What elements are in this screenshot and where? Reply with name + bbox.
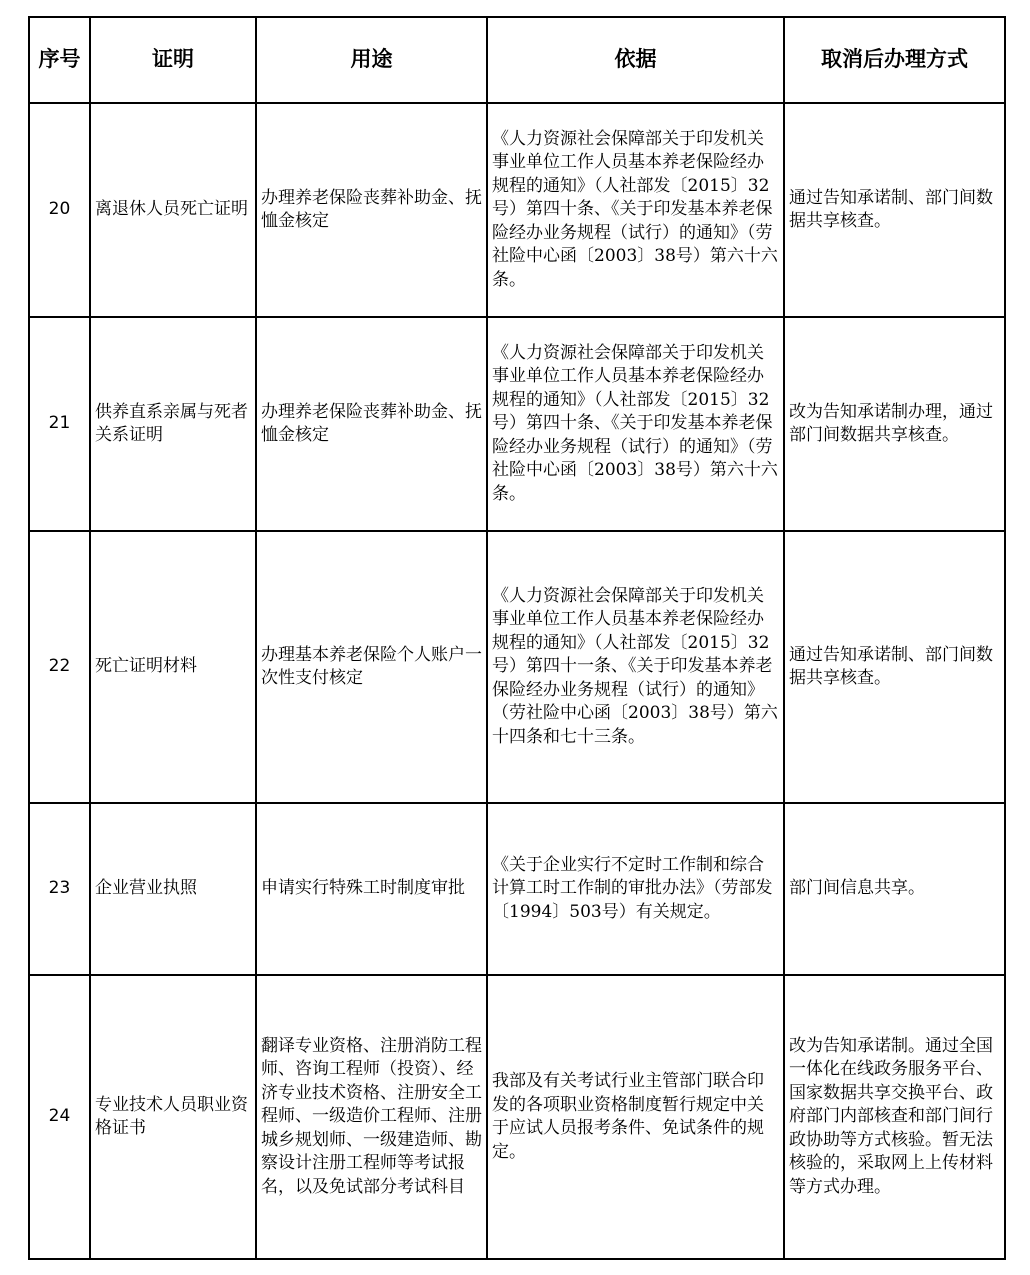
row-method: 通过告知承诺制、部门间数据共享核查。 [784,103,1005,317]
row-number: 24 [29,975,90,1259]
row-basis: 《关于企业实行不定时工作制和综合计算工时工作制的审批办法》（劳部发〔1994〕503号）有关规定。 [487,803,784,975]
header-no: 序号 [29,17,90,103]
row-certificate: 离退休人员死亡证明 [90,103,256,317]
header-use: 用途 [256,17,487,103]
row-method: 部门间信息共享。 [784,803,1005,975]
row-use: 翻译专业资格、注册消防工程师、咨询工程师（投资）、经济专业技术资格、注册安全工程师、一级造价工程师、注册城乡规划师、一级建造师、勘察设计注册工程师等考试报名，以及免试部分考试科目 [256,975,487,1259]
row-method: 改为告知承诺制。通过全国一体化在线政务服务平台、国家数据共享交换平台、政府部门内部核查和部门间行政协助等方式核验。暂无法核验的，采取网上上传材料等方式办理。 [784,975,1005,1259]
row-number: 20 [29,103,90,317]
row-number: 22 [29,531,90,803]
row-use: 办理基本养老保险个人账户一次性支付核定 [256,531,487,803]
row-certificate: 专业技术人员职业资格证书 [90,975,256,1259]
header-row [29,17,1005,103]
row-basis: 《人力资源社会保障部关于印发机关事业单位工作人员基本养老保险经办规程的通知》（人社部发〔2015〕32号）第四十一条、《关于印发基本养老保险经办业务规程（试行）的通知》（劳社险中心函〔2003〕38号）第六十四条和七十三条。 [487,531,784,803]
row-certificate: 死亡证明材料 [90,531,256,803]
row-certificate: 企业营业执照 [90,803,256,975]
row-number: 21 [29,317,90,531]
row-method: 改为告知承诺制办理，通过部门间数据共享核查。 [784,317,1005,531]
table-row [29,103,1005,317]
certificate-table [28,16,1006,1260]
table-row [29,975,1005,1259]
header-method: 取消后办理方式 [784,17,1005,103]
row-use: 申请实行特殊工时制度审批 [256,803,487,975]
row-number: 23 [29,803,90,975]
row-basis: 《人力资源社会保障部关于印发机关事业单位工作人员基本养老保险经办规程的通知》（人社部发〔2015〕32号）第四十条、《关于印发基本养老保险经办业务规程（试行）的通知》（劳社险中心函〔2003〕38号）第六十六条。 [487,103,784,317]
row-method: 通过告知承诺制、部门间数据共享核查。 [784,531,1005,803]
table-row [29,803,1005,975]
row-basis: 我部及有关考试行业主管部门联合印发的各项职业资格制度暂行规定中关于应试人员报考条件、免试条件的规定。 [487,975,784,1259]
header-certificate: 证明 [90,17,256,103]
row-basis: 《人力资源社会保障部关于印发机关事业单位工作人员基本养老保险经办规程的通知》（人社部发〔2015〕32号）第四十条、《关于印发基本养老保险经办业务规程（试行）的通知》（劳社险中心函〔2003〕38号）第六十六条。 [487,317,784,531]
row-use: 办理养老保险丧葬补助金、抚恤金核定 [256,103,487,317]
table-row [29,531,1005,803]
row-use: 办理养老保险丧葬补助金、抚恤金核定 [256,317,487,531]
table-row [29,317,1005,531]
row-certificate: 供养直系亲属与死者关系证明 [90,317,256,531]
header-basis: 依据 [487,17,784,103]
